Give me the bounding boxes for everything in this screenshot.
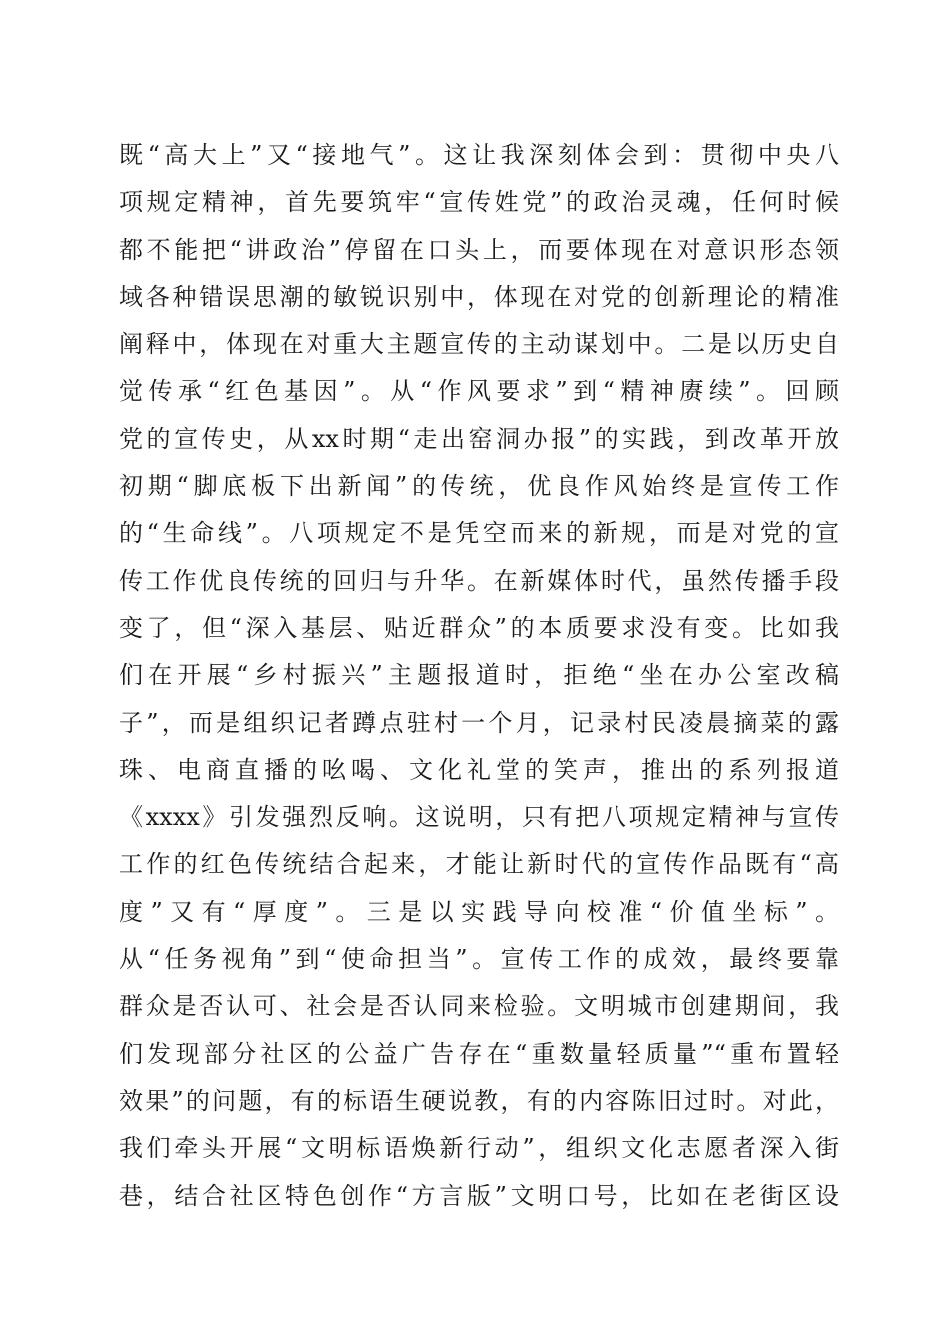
text-line: 既“高大上”又“接地气”。这让我深刻体会到：贯彻中央八 [119, 141, 839, 169]
text-line: 初期“脚底板下出新闻”的传统，优良作风始终是宣传工作 [119, 472, 839, 501]
body-text [119, 132, 839, 1220]
text-line: 们在开展“乡村振兴”主题报道时，拒绝“坐在办公室改稿 [119, 661, 839, 690]
text-line: 域各种错误思潮的敏锐识别中，体现在对党的创新理论的精准 [119, 282, 839, 311]
text-line: 党的宣传史，从xx时期“走出窑洞办报”的实践，到改革开放 [119, 424, 839, 453]
text-line: 觉传承“红色基因”。从“作风要求”到“精神赓续”。回顾 [119, 377, 839, 406]
text-line: 阐释中，体现在对重大主题宣传的主动谋划中。二是以历史自 [119, 330, 839, 359]
text-line: 们发现部分社区的公益广告存在“重数量轻质量”“重布置轻 [119, 1039, 839, 1068]
text-line: 的“生命线”。八项规定不是凭空而来的新规，而是对党的宣 [119, 519, 839, 548]
text-line: 珠、电商直播的吆喝、文化礼堂的笑声，推出的系列报道 [119, 755, 839, 784]
text-line: 度”又有“厚度”。三是以实践导向校准“价值坐标”。 [119, 897, 839, 926]
text-line: 变了，但“深入基层、贴近群众”的本质要求没有变。比如我 [119, 613, 839, 642]
text-line: 从“任务视角”到“使命担当”。宣传工作的成效，最终要靠 [119, 945, 839, 974]
text-line: 传工作优良传统的回归与升华。在新媒体时代，虽然传播手段 [119, 566, 839, 595]
text-line: 群众是否认可、社会是否认同来检验。文明城市创建期间，我 [119, 992, 839, 1021]
text-line: 效果”的问题，有的标语生硬说教，有的内容陈旧过时。对此， [119, 1086, 839, 1115]
text-line: 子”，而是组织记者蹲点驻村一个月，记录村民凌晨摘菜的露 [119, 708, 839, 737]
text-line: 工作的红色传统结合起来，才能让新时代的宣传作品既有“高 [119, 850, 839, 879]
text-line: 项规定精神，首先要筑牢“宣传姓党”的政治灵魂，任何时候 [119, 188, 839, 217]
text-line: 《xxxx》引发强烈反响。这说明，只有把八项规定精神与宣传 [119, 803, 839, 832]
text-line: 巷，结合社区特色创作“方言版”文明口号，比如在老街区设 [119, 1181, 839, 1210]
text-line: 都不能把“讲政治”停留在口头上，而要体现在对意识形态领 [119, 235, 839, 264]
text-line: 我们牵头开展“文明标语焕新行动”，组织文化志愿者深入街 [119, 1134, 839, 1163]
